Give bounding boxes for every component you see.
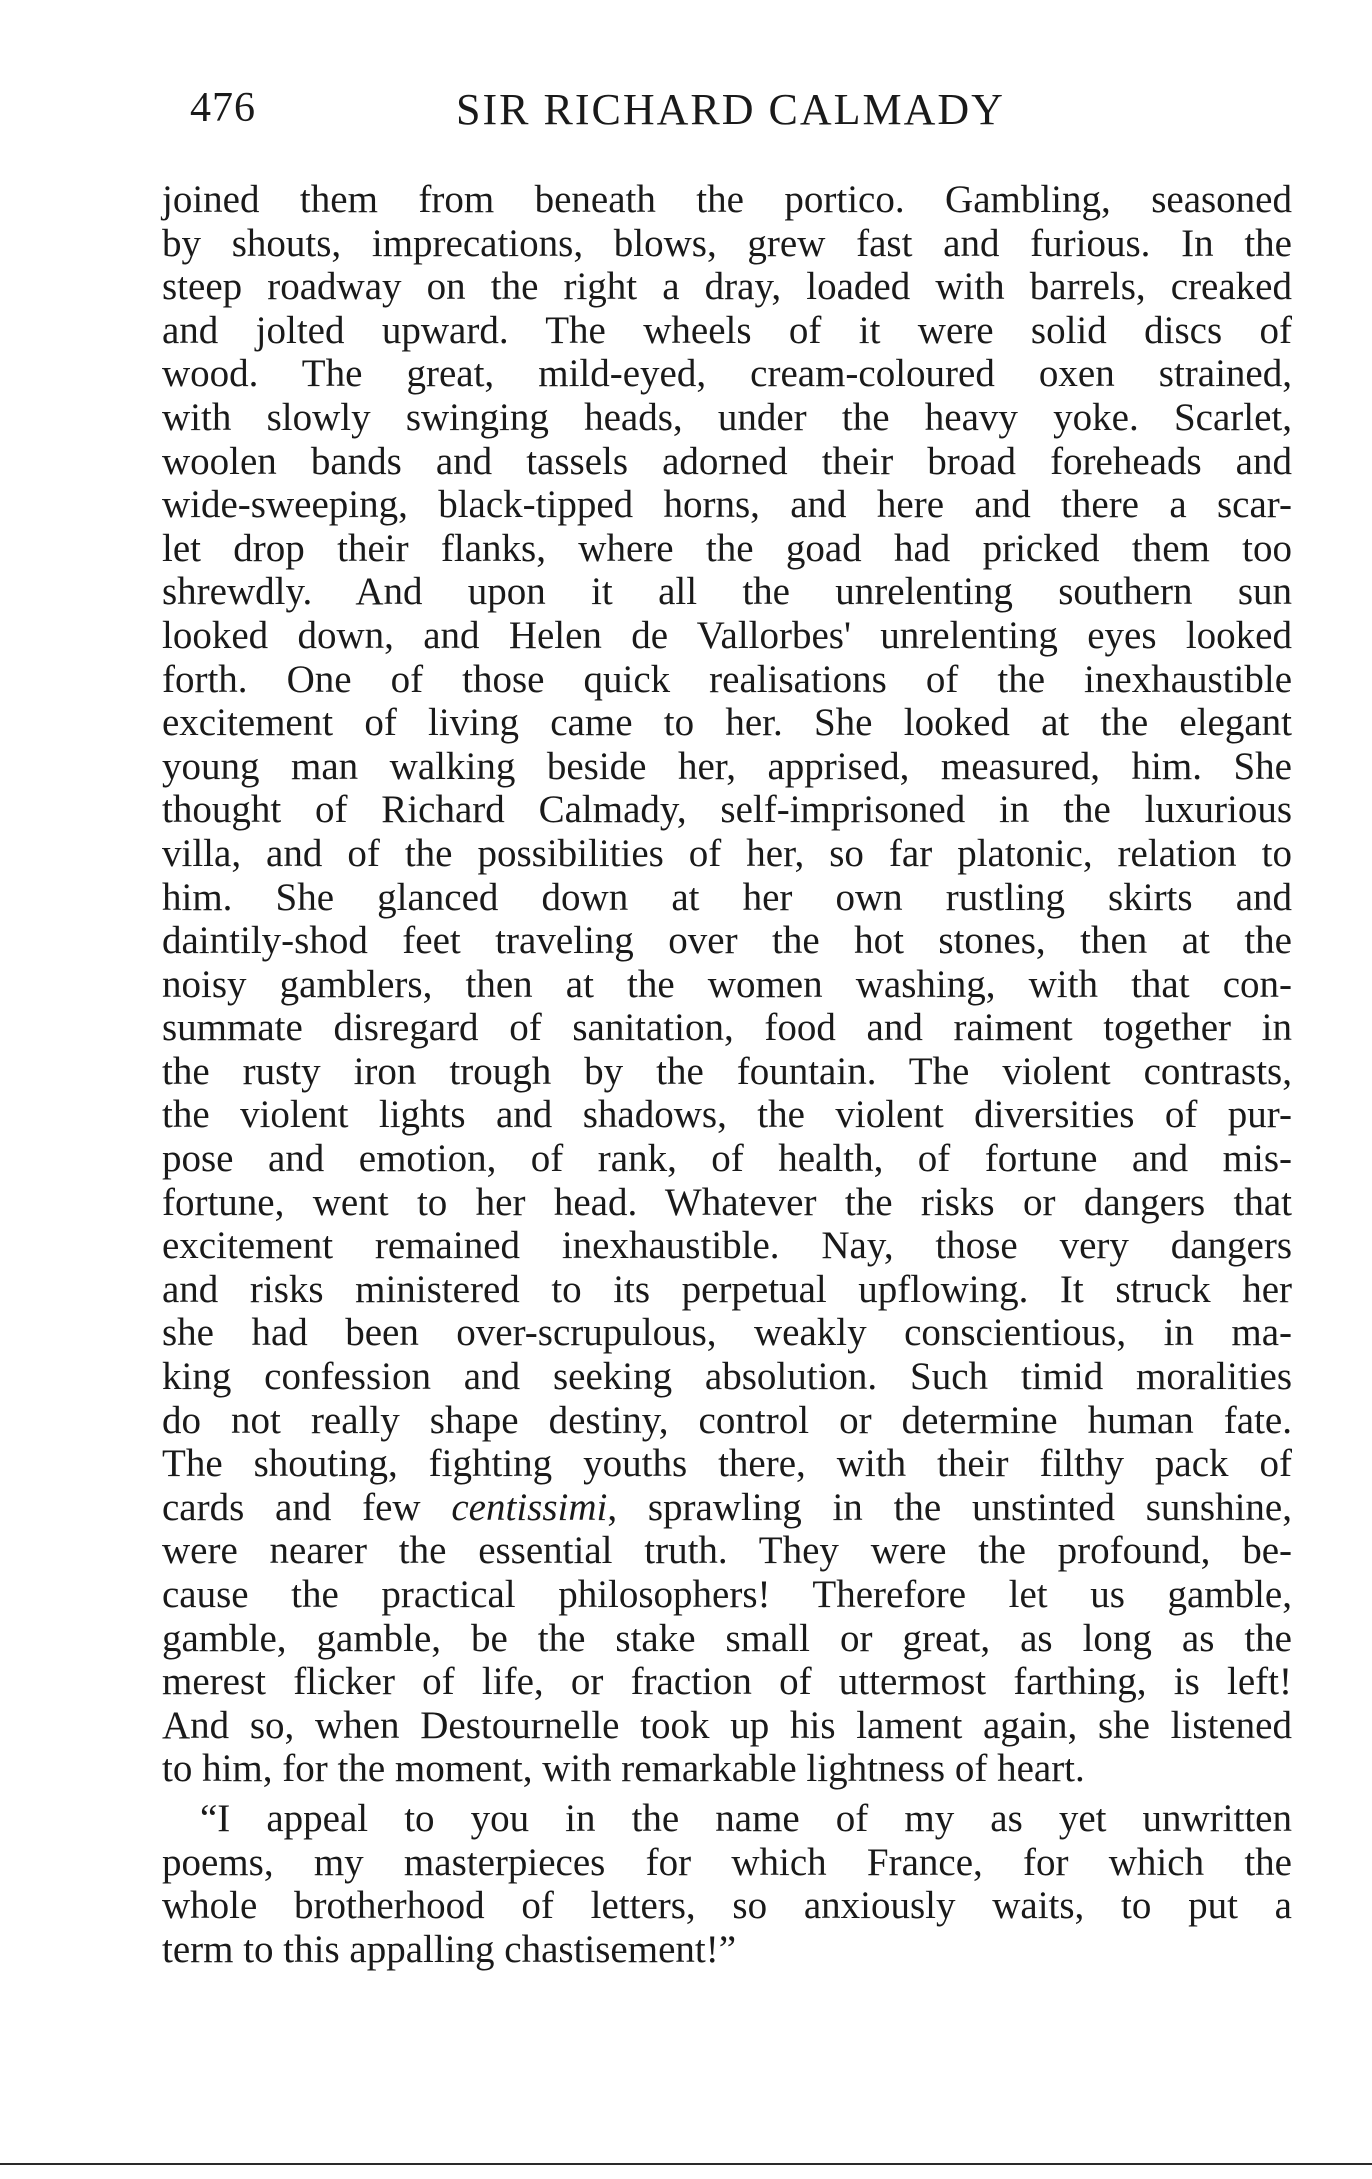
text-line: excitement of living came to her. She looked at the elegant: [162, 701, 1292, 745]
text-line: young man walking beside her, apprised, measured, him. She: [162, 744, 1292, 788]
italic-word: centissimi: [451, 1485, 608, 1529]
text-line: wood. The great, mild-eyed, cream-coloured oxen strained,: [162, 352, 1292, 396]
text-line: the rusty iron trough by the fountain. The violent contrasts,: [162, 1049, 1292, 1093]
text-line: joined them from beneath the portico. Gambling, seasoned: [162, 178, 1292, 221]
text-line: with slowly swinging heads, under the heavy yoke. Scarlet,: [162, 395, 1292, 439]
text-line: steep roadway on the right a dray, loaded with barrels, creaked: [162, 265, 1292, 309]
text-line: thought of Richard Calmady, self-imprisoned in the luxurious: [162, 788, 1292, 832]
page-number: 476: [190, 85, 256, 131]
text-line: merest flicker of life, or fraction of uttermost farthing, is left!: [162, 1660, 1292, 1704]
text-line: The shouting, fighting youths there, with their filthy pack of: [162, 1442, 1292, 1486]
text-line: king confession and seeking absolution. Such timid moralities: [162, 1355, 1292, 1399]
quote-line: “I appeal to you in the name of my as yet unwritten: [200, 1796, 1292, 1840]
text-line: by shouts, imprecations, blows, grew fast and furious. In the: [162, 221, 1292, 265]
text-line: to him, for the moment, with remarkable lightness of heart.: [162, 1747, 1085, 1791]
quote-line: poems, my masterpieces for which France, for which the: [162, 1840, 1292, 1884]
text-line: she had been over-scrupulous, weakly conscientious, in ma-: [162, 1311, 1292, 1355]
text-line: noisy gamblers, then at the women washing, with that con-: [162, 962, 1292, 1006]
text-line: let drop their flanks, where the goad had pricked them too: [162, 526, 1292, 570]
text-line: shrewdly. And upon it all the unrelenting southern sun: [162, 570, 1292, 614]
quote-line: term to this appalling chastisement!”: [162, 1927, 737, 1971]
text-line: and jolted upward. The wheels of it were solid discs of: [162, 308, 1292, 352]
text-line: daintily-shod feet traveling over the hot stones, then at the: [162, 919, 1292, 963]
text-line: wide-sweeping, black-tipped horns, and here and there a scar-: [162, 483, 1292, 527]
text-line: summate disregard of sanitation, food and raiment together in: [162, 1006, 1292, 1050]
text-line: do not really shape destiny, control or determine human fate.: [162, 1398, 1292, 1442]
text-line: And so, when Destournelle took up his lament again, she listened: [162, 1703, 1292, 1747]
text-line: pose and emotion, of rank, of health, of fortune and mis-: [162, 1137, 1292, 1181]
text-line: looked down, and Helen de Vallorbes' unrelenting eyes looked: [162, 613, 1292, 657]
text-line: excitement remained inexhaustible. Nay, those very dangers: [162, 1224, 1292, 1268]
page-bottom-edge: [0, 2163, 1372, 2165]
page-header: [186, 84, 1296, 144]
text-line: villa, and of the possibilities of her, so far platonic, relation to: [162, 831, 1292, 875]
text-line: were nearer the essential truth. They were the profound, be-: [162, 1529, 1292, 1573]
running-head: SIR RICHARD CALMADY: [456, 85, 1005, 134]
text-line: woolen bands and tassels adorned their broad foreheads and: [162, 439, 1292, 483]
text-line: gamble, gamble, be the stake small or great, as long as the: [162, 1616, 1292, 1660]
text-line-with-italic: [162, 1486, 1292, 1530]
text-line: him. She glanced down at her own rustling skirts and: [162, 875, 1292, 919]
text-line: and risks ministered to its perpetual upflowing. It struck her: [162, 1267, 1292, 1311]
text-segment: cards and few: [162, 1485, 452, 1529]
text-line: forth. One of those quick realisations of the inexhaustible: [162, 657, 1292, 701]
quote-line: whole brotherhood of letters, so anxiously waits, to put a: [162, 1884, 1292, 1928]
text-line: the violent lights and shadows, the violent diversities of pur-: [162, 1093, 1292, 1137]
text-line: fortune, went to her head. Whatever the risks or dangers that: [162, 1180, 1292, 1224]
text-line: cause the practical philosophers! Therefore let us gamble,: [162, 1573, 1292, 1616]
text-segment: , sprawling in the unstinted sunshine,: [607, 1485, 1292, 1529]
body-text: [162, 178, 1292, 1971]
